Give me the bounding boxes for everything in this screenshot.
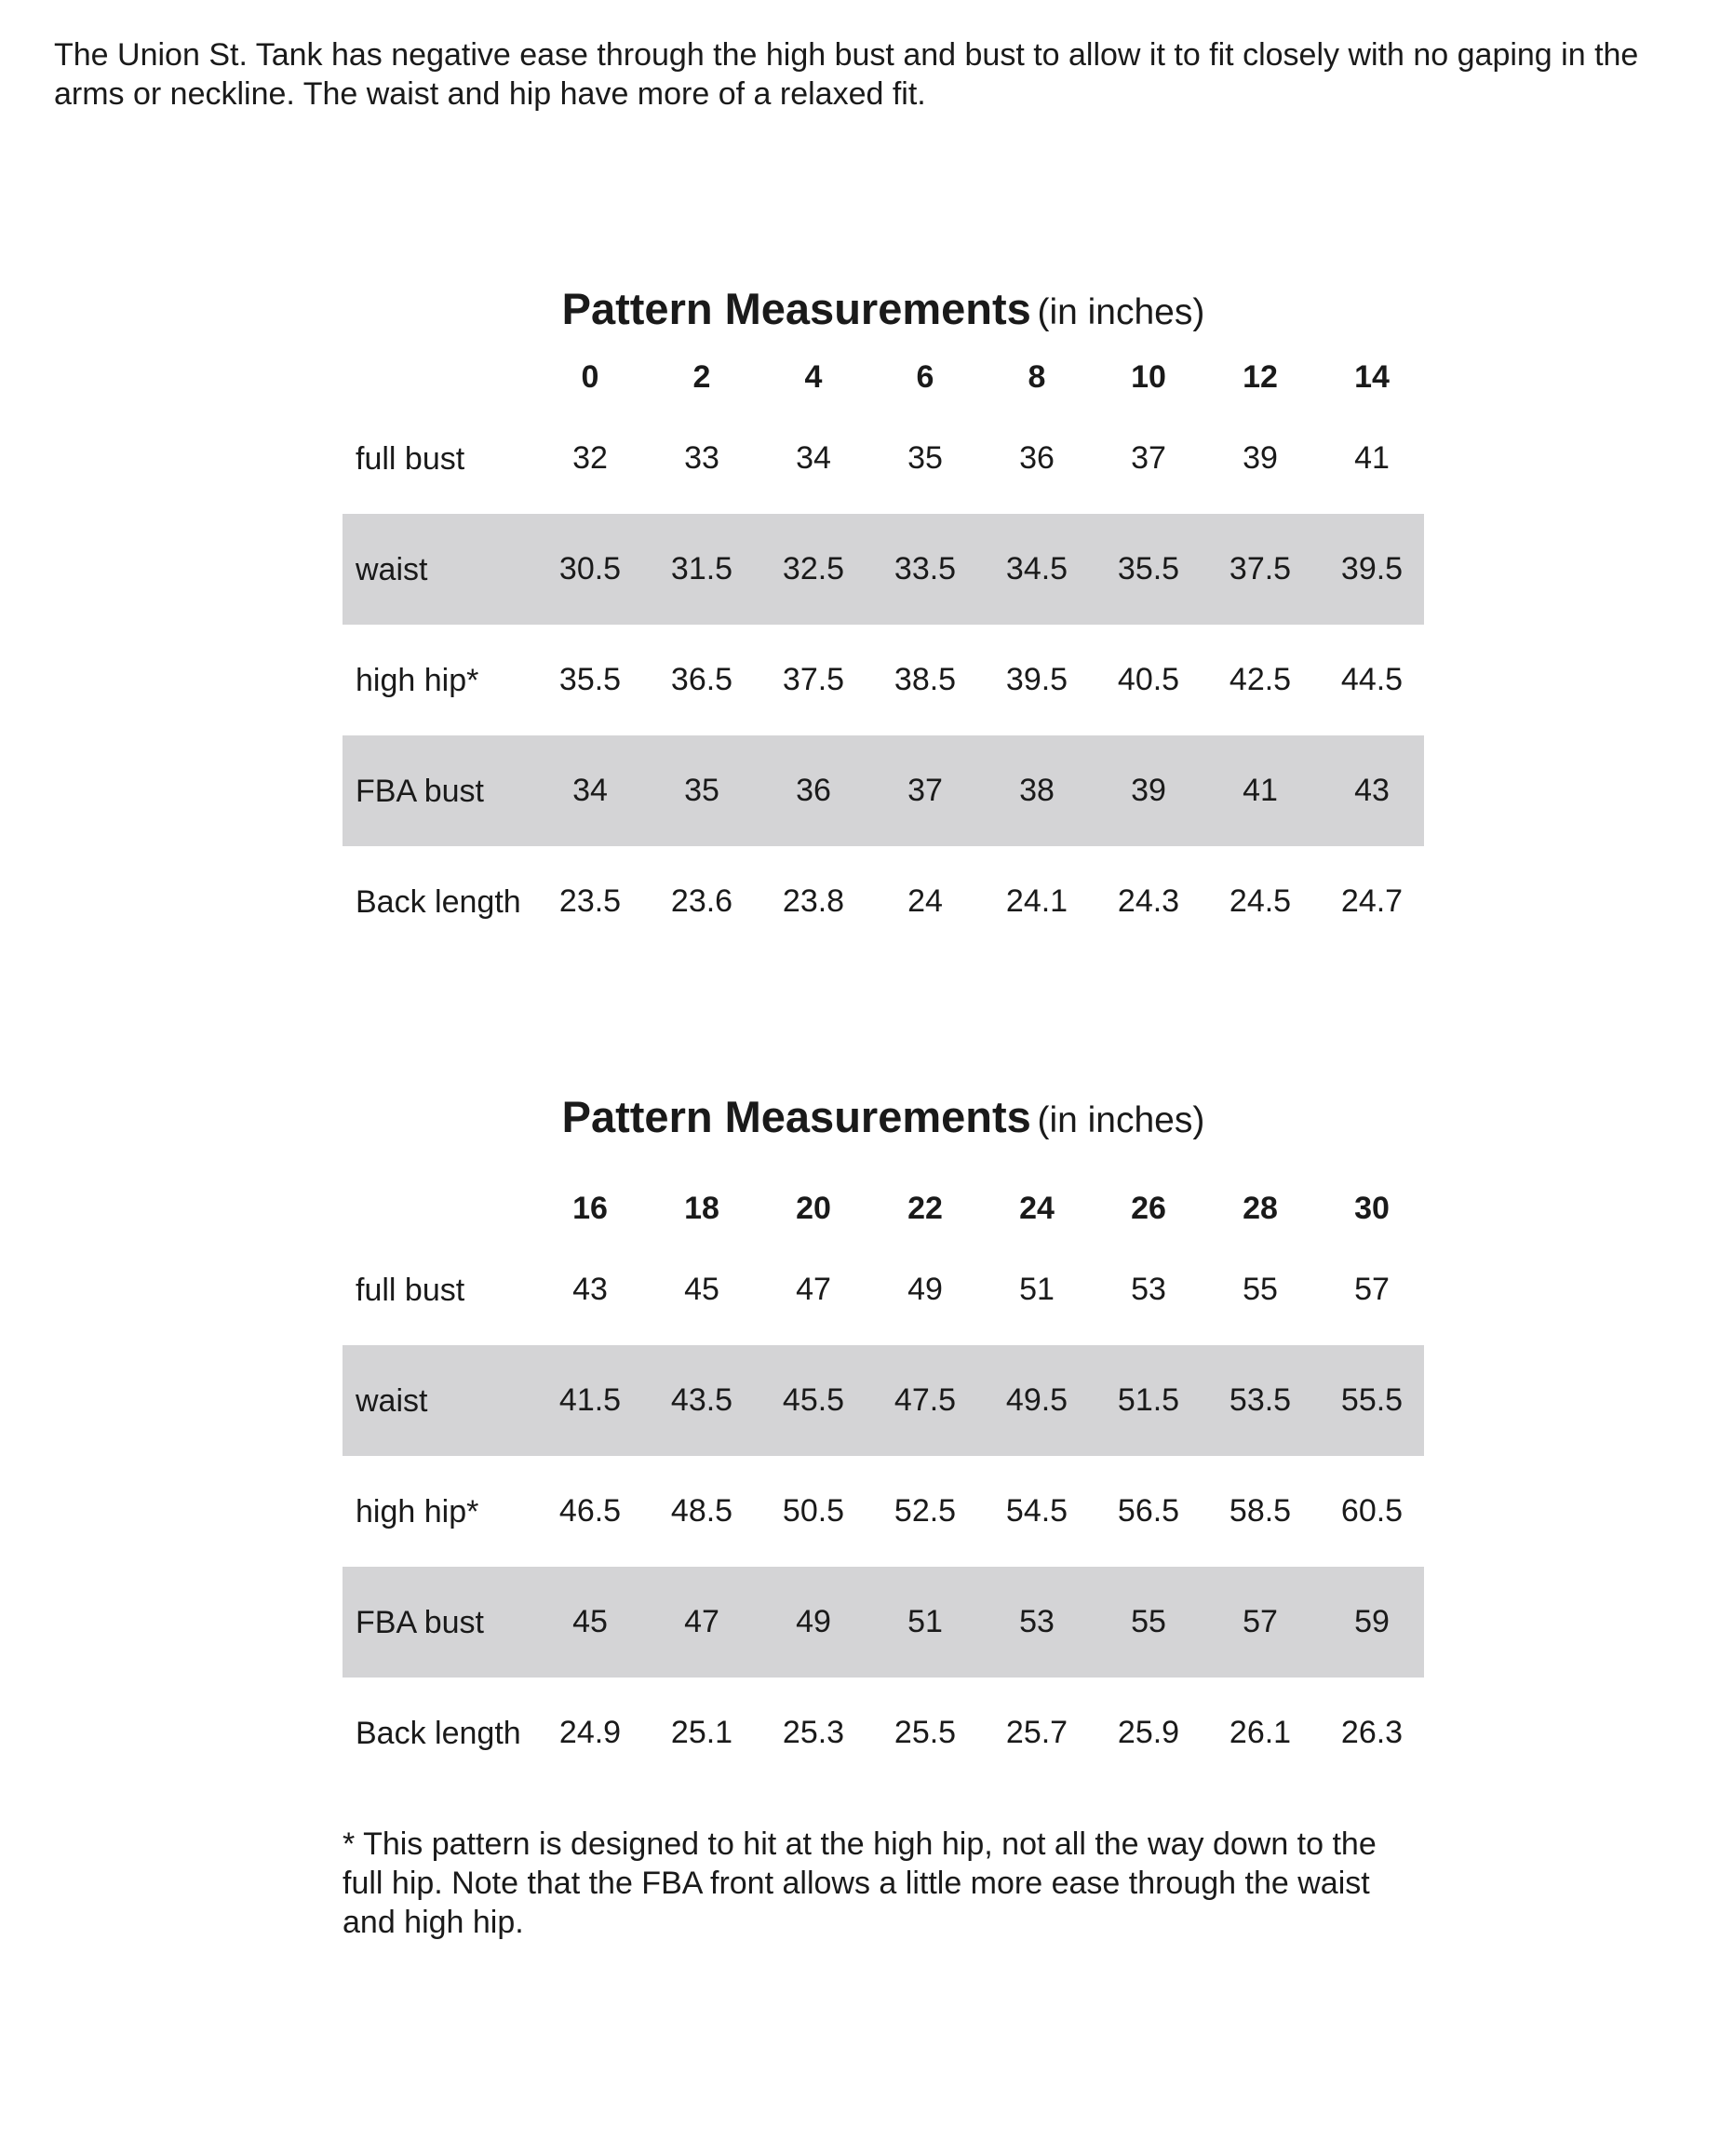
table-title-main: Pattern Measurements [561,284,1031,333]
table-cell: 38 [1019,773,1055,808]
size-header-cell: 18 [684,1191,719,1226]
table-row-full-bust [343,1234,1424,1345]
table-cell: 37.5 [1229,551,1292,586]
size-header-cell: 24 [1019,1191,1055,1226]
table-cell: 37.5 [782,662,845,697]
table-cell: 42.5 [1229,662,1292,697]
table-cell: 25.7 [1005,1715,1068,1750]
row-label: Back length [356,883,521,920]
table-cell: 34.5 [1005,551,1068,586]
table-cell: 41 [1354,440,1390,476]
table-row-back-length [343,1678,1424,1788]
table-cell: 24.3 [1117,883,1180,919]
table-cell: 51 [907,1604,943,1639]
table-cell: 25.3 [782,1715,845,1750]
table-cell: 26.3 [1340,1715,1404,1750]
table-cell: 37 [907,773,943,808]
table-cell: 25.5 [894,1715,957,1750]
table-cell: 49 [796,1604,831,1639]
table-cell: 47 [684,1604,719,1639]
header-spacer [343,1185,534,1232]
row-label: high hip* [356,1493,479,1529]
table-body [343,1234,1424,1788]
table-cell: 45 [684,1272,719,1307]
row-label: full bust [356,440,465,477]
intro-paragraph: The Union St. Tank has negative ease through the high bust and bust to allow it to fit closely with no gaping in the arms or neckline. The waist and hip have more of a relaxed fit. [54,37,1639,112]
size-header-cell: 12 [1243,359,1278,395]
table-cell: 35 [907,440,943,476]
table-cell: 56.5 [1117,1493,1180,1529]
table-row-fba-bust [343,735,1424,846]
table-cell: 50.5 [782,1493,845,1529]
table-row-high-hip [343,625,1424,735]
table-cell: 32 [572,440,608,476]
table-row-fba-bust [343,1567,1424,1678]
size-header-cell: 4 [804,359,823,395]
table-cell: 53 [1019,1604,1055,1639]
table-cell: 38.5 [894,662,957,697]
table-row-full-bust [343,403,1424,514]
table-cell: 55 [1243,1272,1278,1307]
table-title [343,1089,1424,1145]
table-cell: 60.5 [1340,1493,1404,1529]
table-cell: 55 [1131,1604,1166,1639]
table-cell: 23.8 [782,883,845,919]
table-cell: 55.5 [1340,1382,1404,1418]
table-cell: 58.5 [1229,1493,1292,1529]
table-cell: 51 [1019,1272,1055,1307]
table-title-unit: (in inches) [1037,1100,1205,1140]
table-cell: 51.5 [1117,1382,1180,1418]
table-cell: 23.5 [558,883,622,919]
size-header-cell: 0 [581,359,599,395]
table-cell: 39 [1131,773,1166,808]
row-label: waist [356,1382,428,1419]
row-label: FBA bust [356,773,484,809]
table-cell: 47 [796,1272,831,1307]
table-cell: 45.5 [782,1382,845,1418]
table-cell: 49.5 [1005,1382,1068,1418]
table-cell: 35 [684,773,719,808]
size-header-cell: 6 [916,359,934,395]
table-cell: 57 [1354,1272,1390,1307]
table-cell: 33 [684,440,719,476]
table-cell: 24.7 [1340,883,1404,919]
table-cell: 41.5 [558,1382,622,1418]
table-cell: 53.5 [1229,1382,1292,1418]
table-cell: 52.5 [894,1493,957,1529]
size-header-cell: 14 [1354,359,1390,395]
table-cell: 39.5 [1340,551,1404,586]
size-header-cell: 28 [1243,1191,1278,1226]
table-cell: 23.6 [670,883,733,919]
table-title [343,281,1424,337]
table-cell: 47.5 [894,1382,957,1418]
size-header-cell: 8 [1028,359,1046,395]
table-row-back-length [343,846,1424,957]
row-label: high hip* [356,662,479,698]
table-cell: 46.5 [558,1493,622,1529]
table-cell: 45 [572,1604,608,1639]
table-cell: 24 [907,883,943,919]
table-cell: 43 [572,1272,608,1307]
header-spacer [343,354,534,400]
table-cell: 43.5 [670,1382,733,1418]
table-cell: 43 [1354,773,1390,808]
size-header-row [343,354,1424,400]
row-label: full bust [356,1272,465,1308]
size-header-cell: 30 [1354,1191,1390,1226]
table-cell: 34 [572,773,608,808]
table-cell: 35.5 [558,662,622,697]
table-cell: 44.5 [1340,662,1404,697]
table-cell: 53 [1131,1272,1166,1307]
table-cell: 34 [796,440,831,476]
size-header-cell: 16 [572,1191,608,1226]
table-cell: 39.5 [1005,662,1068,697]
table-cell: 25.1 [670,1715,733,1750]
table-cell: 40.5 [1117,662,1180,697]
table-cell: 30.5 [558,551,622,586]
size-header-cell: 22 [907,1191,943,1226]
table-cell: 26.1 [1229,1715,1292,1750]
row-label: waist [356,551,428,587]
table-cell: 57 [1243,1604,1278,1639]
table-cell: 32.5 [782,551,845,586]
size-header-cell: 26 [1131,1191,1166,1226]
table-row-waist [343,1345,1424,1456]
table-cell: 36 [796,773,831,808]
table-row-high-hip [343,1456,1424,1567]
table-cell: 41 [1243,773,1278,808]
table-cell: 39 [1243,440,1278,476]
row-label: Back length [356,1715,521,1751]
table-cell: 25.9 [1117,1715,1180,1750]
size-header-cell: 20 [796,1191,831,1226]
table-cell: 35.5 [1117,551,1180,586]
table-row-waist [343,514,1424,625]
table-cell: 24.1 [1005,883,1068,919]
table-title-unit: (in inches) [1037,292,1205,332]
footnote: * This pattern is designed to hit at the high hip, not all the way down to the full hip. Note that the FBA front allows a little more ease through the waist and high hip. [343,1826,1377,1940]
table-cell: 54.5 [1005,1493,1068,1529]
table-cell: 36.5 [670,662,733,697]
table-cell: 48.5 [670,1493,733,1529]
table-cell: 33.5 [894,551,957,586]
table-cell: 36 [1019,440,1055,476]
table-cell: 37 [1131,440,1166,476]
table-title-main: Pattern Measurements [561,1092,1031,1141]
table-cell: 31.5 [670,551,733,586]
table-cell: 24.5 [1229,883,1292,919]
size-header-cell: 2 [692,359,711,395]
size-header-cell: 10 [1131,359,1166,395]
table-cell: 59 [1354,1604,1390,1639]
table-cell: 49 [907,1272,943,1307]
table-body [343,403,1424,957]
size-header-row [343,1185,1424,1232]
table-cell: 24.9 [558,1715,622,1750]
row-label: FBA bust [356,1604,484,1640]
